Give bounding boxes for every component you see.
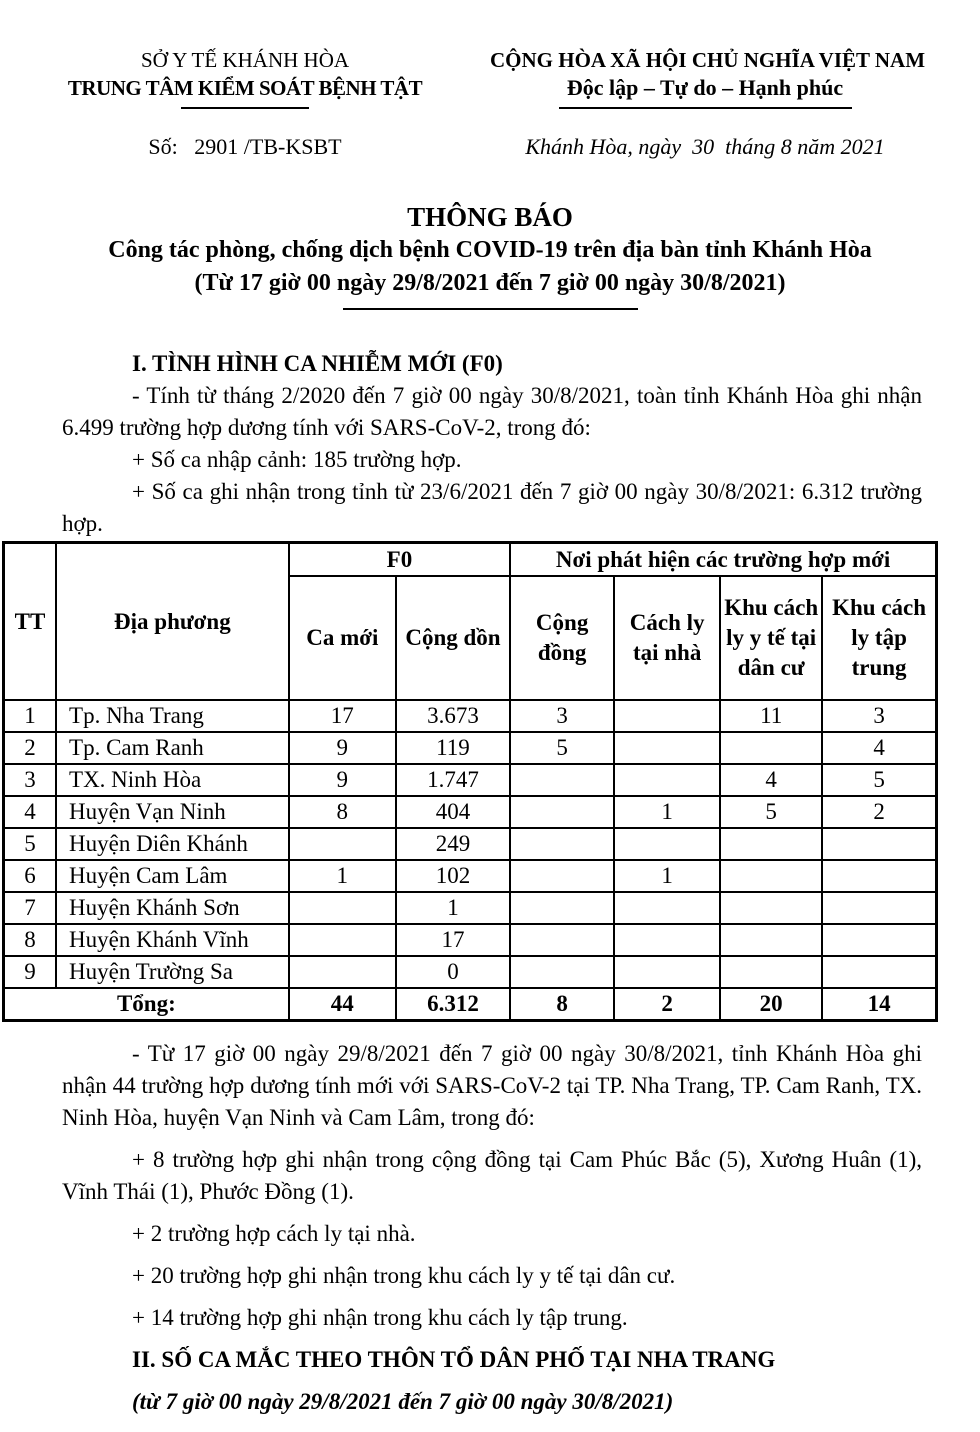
cell-cong-don: 102: [396, 860, 510, 892]
cell-cong-don: 249: [396, 828, 510, 860]
cell-cach-ly-tai-nha: 1: [614, 796, 720, 828]
cell-cong-dong: 5: [510, 732, 614, 764]
total-ca-moi: 44: [289, 988, 396, 1021]
column-header-tt: TT: [4, 543, 57, 701]
cell-tt: 7: [4, 892, 57, 924]
table-row: [4, 700, 937, 732]
cell-cong-dong: [510, 828, 614, 860]
paragraph: + Số ca nhập cảnh: 185 trường hợp.: [132, 447, 462, 472]
column-header-cong-don: Cộng dồn: [396, 576, 510, 700]
cell-khu-cach-ly-y-te: [720, 732, 822, 764]
cell-tt: 3: [4, 764, 57, 796]
column-header-cong-dong: Cộng đồng: [510, 576, 614, 700]
section-2-heading: II. SỐ CA MẮC THEO THÔN TỔ DÂN PHỐ TẠI NHA TRANG: [132, 1347, 776, 1372]
cell-ca-moi: [289, 924, 396, 956]
cell-khu-cach-ly-tap-trung: 5: [822, 764, 936, 796]
cell-cach-ly-tai-nha: [614, 764, 720, 796]
column-header-dia-phuong: Địa phương: [56, 543, 289, 701]
cell-khu-cach-ly-y-te: 5: [720, 796, 822, 828]
section-1-continued: [62, 1038, 922, 1418]
cell-cach-ly-tai-nha: [614, 924, 720, 956]
cell-cong-dong: 3: [510, 700, 614, 732]
table-header: [4, 543, 937, 701]
issuing-agency-block: [0, 46, 490, 160]
total-cong-dong: 8: [510, 988, 614, 1021]
section-2-subheading: (từ 7 giờ 00 ngày 29/8/2021 đến 7 giờ 00 ngày 30/8/2021): [132, 1389, 674, 1414]
table-row: [4, 732, 937, 764]
table-row: [4, 796, 937, 828]
paragraph: - Từ 17 giờ 00 ngày 29/8/2021 đến 7 giờ 00 ngày 30/8/2021, tỉnh Khánh Hòa ghi nhận 44 trường hợp dương tính mới với SARS-CoV-2 tại TP. Nha Trang, TP. Cam Ranh, TX. Ninh Hòa, huyện Vạn Ninh và Cam Lâm, trong đó:: [62, 1041, 922, 1130]
cell-tt: 1: [4, 700, 57, 732]
cell-dia-phuong: Huyện Khánh Vĩnh: [56, 924, 289, 956]
cell-ca-moi: [289, 892, 396, 924]
cell-cach-ly-tai-nha: [614, 892, 720, 924]
cell-khu-cach-ly-tap-trung: 2: [822, 796, 936, 828]
national-title: CỘNG HÒA XÃ HỘI CHỦ NGHĨA VIỆT NAM: [490, 48, 926, 72]
section-1-heading: I. TÌNH HÌNH CA NHIỄM MỚI (F0): [132, 351, 503, 376]
cell-ca-moi: [289, 828, 396, 860]
table-row: [4, 764, 937, 796]
cell-cach-ly-tai-nha: [614, 732, 720, 764]
table-row: [4, 892, 937, 924]
cell-cong-don: 404: [396, 796, 510, 828]
cell-ca-moi: 8: [289, 796, 396, 828]
cell-khu-cach-ly-y-te: 4: [720, 764, 822, 796]
cell-cong-don: 17: [396, 924, 510, 956]
column-header-khu-cach-ly-y-te: Khu cách ly y tế tại dân cư: [720, 576, 822, 700]
cell-cach-ly-tai-nha: 1: [614, 860, 720, 892]
paragraph: + Số ca ghi nhận trong tỉnh từ 23/6/2021 đến 7 giờ 00 ngày 30/8/2021: 6.312 trường hợp.: [62, 479, 922, 536]
cell-khu-cach-ly-y-te: [720, 956, 822, 988]
cell-tt: 8: [4, 924, 57, 956]
paragraph: + 2 trường hợp cách ly tại nhà.: [132, 1221, 416, 1246]
cell-khu-cach-ly-tap-trung: [822, 828, 936, 860]
national-motto: Độc lập – Tự do – Hạnh phúc: [566, 75, 844, 100]
cell-dia-phuong: TX. Ninh Hòa: [56, 764, 289, 796]
cell-cong-dong: [510, 764, 614, 796]
document-date-range: (Từ 17 giờ 00 ngày 29/8/2021 đến 7 giờ 00 ngày 30/8/2021): [194, 270, 786, 296]
cell-dia-phuong: Huyện Cam Lâm: [56, 860, 289, 892]
cell-dia-phuong: Tp. Nha Trang: [56, 700, 289, 732]
title-block: [0, 200, 980, 310]
national-motto-block: [490, 46, 926, 160]
cell-tt: 2: [4, 732, 57, 764]
cell-ca-moi: 9: [289, 764, 396, 796]
paragraph: + 8 trường hợp ghi nhận trong cộng đồng tại Cam Phúc Bắc (5), Xương Huân (1), Vĩnh Thái (1), Phước Đồng (1).: [62, 1147, 922, 1204]
agency-name: TRUNG TÂM KIỂM SOÁT BỆNH TẬT: [67, 76, 423, 100]
place-and-date: Khánh Hòa, ngày 30 tháng 8 năm 2021: [525, 134, 885, 159]
cell-khu-cach-ly-y-te: [720, 924, 822, 956]
paragraph: + 20 trường hợp ghi nhận trong khu cách ly y tế tại dân cư.: [132, 1263, 676, 1288]
cell-ca-moi: 17: [289, 700, 396, 732]
cell-cach-ly-tai-nha: [614, 828, 720, 860]
cell-ca-moi: 1: [289, 860, 396, 892]
paragraph: - Tính từ tháng 2/2020 đến 7 giờ 00 ngày 30/8/2021, toàn tỉnh Khánh Hòa ghi nhận 6.499 trường hợp dương tính với SARS-CoV-2, trong đó:: [62, 383, 922, 440]
cell-khu-cach-ly-y-te: 11: [720, 700, 822, 732]
column-header-cach-ly-tai-nha: Cách ly tại nhà: [614, 576, 720, 700]
cell-tt: 4: [4, 796, 57, 828]
total-khu-cach-ly-y-te: 20: [720, 988, 822, 1021]
cell-cach-ly-tai-nha: [614, 700, 720, 732]
cell-cong-dong: [510, 860, 614, 892]
covid-cases-table: [2, 541, 938, 1022]
document-header: [0, 46, 980, 160]
cell-cach-ly-tai-nha: [614, 956, 720, 988]
table-row: [4, 828, 937, 860]
motto-underline-rule: [559, 107, 852, 109]
title-underline-rule: [343, 308, 638, 310]
total-label: Tổng:: [4, 988, 289, 1021]
cell-tt: 5: [4, 828, 57, 860]
cell-khu-cach-ly-y-te: [720, 860, 822, 892]
cell-khu-cach-ly-tap-trung: [822, 924, 936, 956]
total-row: [4, 988, 937, 1021]
cell-cong-dong: [510, 956, 614, 988]
cell-cong-don: 0: [396, 956, 510, 988]
column-group-f0: F0: [289, 543, 510, 577]
cell-cong-dong: [510, 924, 614, 956]
table-row: [4, 860, 937, 892]
cell-cong-don: 119: [396, 732, 510, 764]
cell-dia-phuong: Huyện Khánh Sơn: [56, 892, 289, 924]
cell-tt: 9: [4, 956, 57, 988]
cell-khu-cach-ly-tap-trung: [822, 892, 936, 924]
document-number: Số: 2901 /TB-KSBT: [148, 134, 342, 159]
column-header-ca-moi: Ca mới: [289, 576, 396, 700]
cell-khu-cach-ly-tap-trung: [822, 956, 936, 988]
cell-cong-don: 3.673: [396, 700, 510, 732]
cell-tt: 6: [4, 860, 57, 892]
total-cong-don: 6.312: [396, 988, 510, 1021]
parent-agency-name: SỞ Y TẾ KHÁNH HÒA: [140, 48, 350, 72]
section-1-body: [62, 348, 922, 540]
document-subtitle: Công tác phòng, chống dịch bệnh COVID-19 trên địa bàn tỉnh Khánh Hòa: [108, 237, 872, 263]
cell-khu-cach-ly-y-te: [720, 892, 822, 924]
cell-khu-cach-ly-tap-trung: 4: [822, 732, 936, 764]
total-khu-cach-ly-tap-trung: 14: [822, 988, 936, 1021]
cell-cong-don: 1.747: [396, 764, 510, 796]
cell-khu-cach-ly-tap-trung: [822, 860, 936, 892]
cell-dia-phuong: Tp. Cam Ranh: [56, 732, 289, 764]
cell-khu-cach-ly-y-te: [720, 828, 822, 860]
cell-dia-phuong: Huyện Vạn Ninh: [56, 796, 289, 828]
cell-dia-phuong: Huyện Trường Sa: [56, 956, 289, 988]
column-header-khu-cach-ly-tap-trung: Khu cách ly tập trung: [822, 576, 936, 700]
cell-ca-moi: [289, 956, 396, 988]
table-body: [4, 700, 937, 988]
document-title: THÔNG BÁO: [407, 202, 573, 232]
table-row: [4, 924, 937, 956]
column-group-noi-phat-hien: Nơi phát hiện các trường hợp mới: [510, 543, 936, 577]
cell-cong-don: 1: [396, 892, 510, 924]
cell-cong-dong: [510, 796, 614, 828]
agency-underline-rule: [181, 107, 309, 109]
cell-khu-cach-ly-tap-trung: 3: [822, 700, 936, 732]
table-footer: [4, 988, 937, 1021]
cell-dia-phuong: Huyện Diên Khánh: [56, 828, 289, 860]
cell-cong-dong: [510, 892, 614, 924]
cell-ca-moi: 9: [289, 732, 396, 764]
paragraph: + 14 trường hợp ghi nhận trong khu cách ly tập trung.: [132, 1305, 628, 1330]
total-cach-ly-tai-nha: 2: [614, 988, 720, 1021]
table-row: [4, 956, 937, 988]
